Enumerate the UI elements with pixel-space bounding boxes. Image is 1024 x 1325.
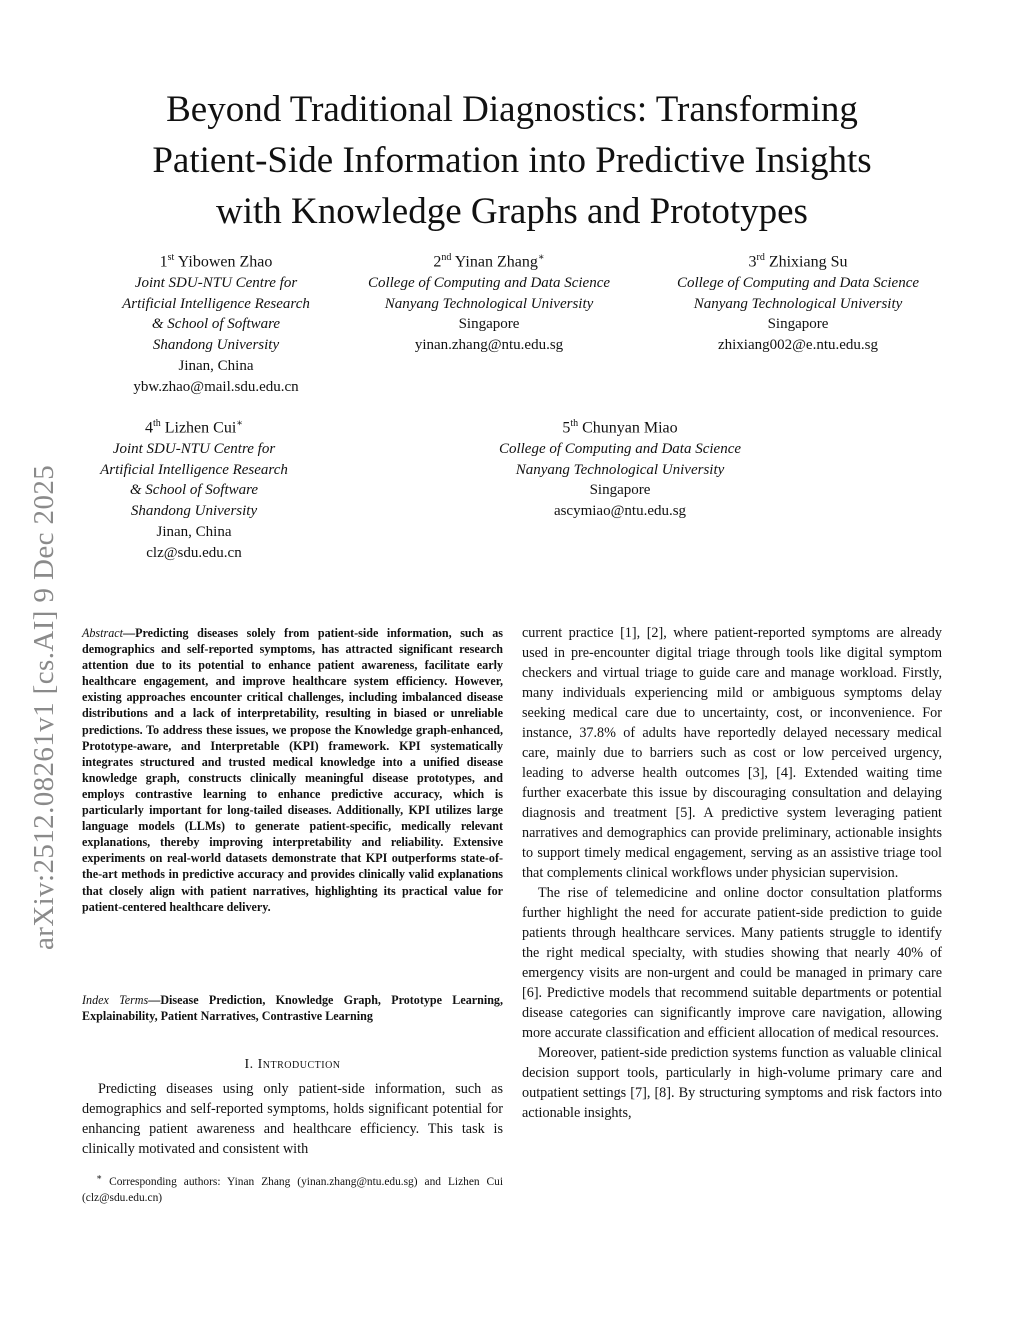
affiliation-line: Joint SDU-NTU Centre for [134,275,298,292]
author-block-3 [648,248,948,356]
author-email: clz@sdu.edu.cn [146,544,242,561]
author-block-1 [100,248,332,397]
author-location: Singapore [458,316,520,333]
section-number: I. [244,1057,254,1072]
affiliation-line: Joint SDU-NTU Centre for [112,441,276,458]
affiliation-line: College of Computing and Data Science [676,275,920,292]
title-line: with Knowledge Graphs and Prototypes [216,191,808,232]
affiliation-line: Nanyang Technological University [693,295,903,312]
affiliation-line: & School of Software [129,482,259,499]
author-name: 4th Lizhen Cui∗ [144,418,244,437]
arxiv-identifier: arXiv:2512.08261v1 [cs.AI] 9 Dec 2025 [28,464,60,950]
affiliation-line: Nanyang Technological University [384,295,594,312]
affiliation-line: College of Computing and Data Science [498,441,742,458]
index-terms-label: Index Terms [82,993,149,1007]
body-paragraph: current practice [1], [2], where patient-reported symptoms are already used in pre-encounter digital triage through tools like digital symptom checkers and virtual triage to guide care and manage workload. Firstly, many individuals experiencing mild or ambiguous symptoms delay seeking medical care due to uncertainty, cost, or inconvenience. For instance, 37.8% of adults have reportedly delayed necessary medical care, mainly due to barriers such as cost or low perceived urgency, leading to adverse health outcomes [3], [4]. Extended waiting time further exacerbate this issue by discouraging consultation and delaying diagnosis and treatment [5]. A predictive system leveraging patient narratives and demographics can provide preliminary, actionable insights to support timely medical engagement, serving as an assistive triage tool that complements clinical workflows under physician supervision. [522,625,942,881]
footnote [82,1169,503,1206]
author-email: zhixiang002@e.ntu.edu.sg [717,337,879,354]
affiliation-line: Nanyang Technological University [515,461,725,478]
author-email: ybw.zhao@mail.sdu.edu.cn [133,378,299,395]
author-block-5 [470,414,770,522]
section-title: Introduction [257,1057,341,1072]
affiliation-line: Artificial Intelligence Research [100,461,288,478]
index-terms [82,992,503,1024]
author-email: ascymiao@ntu.edu.sg [553,503,687,520]
section-heading [82,1057,503,1073]
abstract-text: —Predicting diseases solely from patient-side information, such as demographics and self-reported symptoms, has attracted significant research attention due to its potential to enhance patient awareness, facilitate early healthcare engagement, and improve healthcare system efficiency. However, existing approaches encounter critical challenges, including imbalanced disease distributions and a lack of interpretability, resulting in biased or unreliable predictions. To address these issues, we propose the Knowledge graph-enhanced, Prototype-aware, and Interpretable (KPI) framework. KPI systematically integrates structured and trusted medical knowledge into a unified disease knowledge graph, constructs clinically meaningful disease prototypes, and employs contrastive learning to enhance predictive accuracy, which is particularly important for long-tailed diseases. Additionally, KPI utilizes large language models (LLMs) to generate patient-specific, medically relevant explanations, thereby improving interpretability and reliability. Extensive experiments on real-world datasets demonstrate that KPI outperforms state-of-the-art methods in predictive accuracy and provides clinically valid explanations that closely align with patient narratives, highlighting its practical value for patient-centered healthcare delivery. [82,626,503,914]
right-column [522,623,942,1123]
abstract-label: Abstract [82,626,123,640]
body-paragraph: Moreover, patient-side prediction systems function as valuable clinical decision support tools, particularly in high-volume primary care and outpatient settings [7], [8]. By structuring symptoms and risk factors into actionable insights, [522,1045,942,1121]
abstract [82,625,503,915]
author-name: 5th Chunyan Miao [562,418,678,437]
affiliation-line: College of Computing and Data Science [367,275,611,292]
author-name: 1st Yibowen Zhao [159,252,273,271]
affiliation-line: Shandong University [152,337,280,354]
author-location: Singapore [767,316,829,333]
title-line: Patient-Side Information into Predictive Insights [152,140,872,181]
footnote-mark: ∗ [96,1172,103,1182]
author-location: Singapore [589,482,651,499]
title-line: Beyond Traditional Diagnostics: Transforming [166,89,858,130]
author-block-2 [340,248,638,356]
footnote-text: Corresponding authors: Yinan Zhang (yinan.zhang@ntu.edu.sg) and Lizhen Cui (clz@sdu.edu.cn) [82,1175,503,1204]
author-name: 2nd Yinan Zhang∗ [433,252,545,271]
author-location: Jinan, China [156,523,232,540]
paper-title [60,84,964,237]
affiliation-line: Artificial Intelligence Research [122,295,310,312]
intro-left-column [82,1079,503,1159]
body-paragraph: The rise of telemedicine and online doctor consultation platforms further highlight the need for accurate patient-side prediction to guide patients through healthcare services. Many patients struggle to identify the right medical specialty, with studies showing that nearly 40% of emergency visits are non-urgent and could be managed in primary care [6]. Predictive models that recommend suitable departments or potential disease categories can significantly improve care navigation, allowing more accurate classification and efficient allocation of medical resources. [522,885,942,1041]
body-paragraph: Predicting diseases using only patient-side information, such as demographics and self-reported symptoms, holds significant potential for enhancing patient awareness and healthcare efficiency. This task is clinically motivated and consistent with [82,1081,503,1157]
affiliation-line: & School of Software [151,316,281,333]
author-email: yinan.zhang@ntu.edu.sg [414,337,564,354]
author-location: Jinan, China [178,357,254,374]
author-name: 3rd Zhixiang Su [748,252,848,271]
author-block-4 [78,414,310,563]
index-terms-text: —Disease Prediction, Knowledge Graph, Prototype Learning, Explainability, Patient Narratives, Contrastive Learning [82,993,503,1024]
affiliation-line: Shandong University [130,503,258,520]
